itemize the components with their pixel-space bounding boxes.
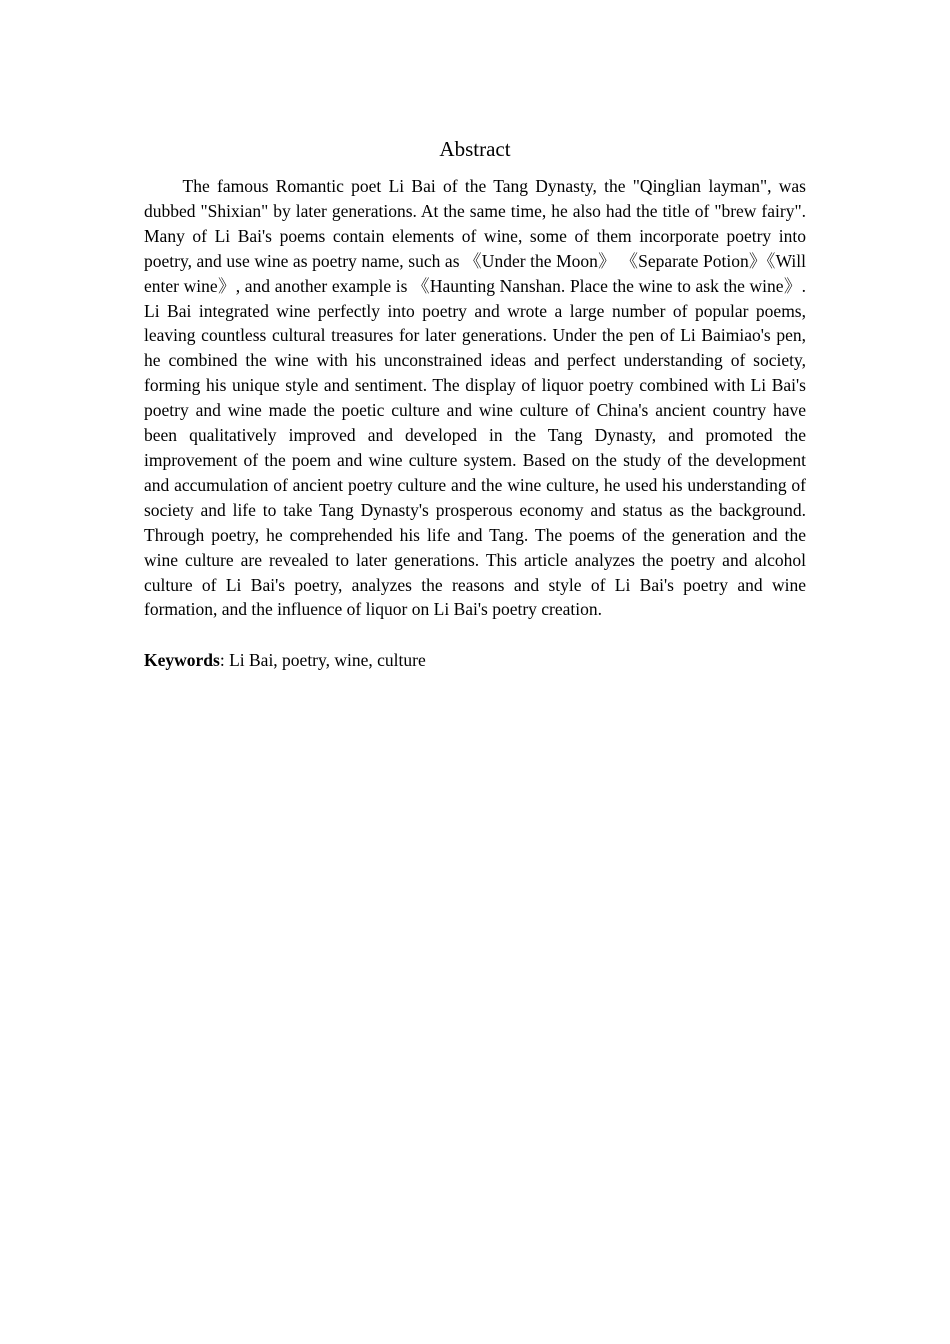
- keywords-separator: :: [219, 650, 230, 671]
- keywords-line: [144, 648, 806, 673]
- keywords-value: Li Bai, poetry, wine, culture: [229, 650, 426, 671]
- abstract-paragraph: The famous Romantic poet Li Bai of the Tang Dynasty, the "Qinglian layman", was dubbed "Shixian" by later generations. At the same time, he also had the title of "brew fairy". Many of Li Bai's poems contain elements of wine, some of them incorporate poetry into poetry, and use wine as poetry name, such as 《Under the Moon》 《Separate Potion》《Will enter wine》, and another example is 《Haunting Nanshan. Place the wine to ask the wine》. Li Bai integrated wine perfectly into poetry and wrote a large number of popular poems, leaving countless cultural treasures for later generations. Under the pen of Li Baimiao's pen, he combined the wine with his unconstrained ideas and perfect understanding of society, forming his unique style and sentiment. The display of liquor poetry combined with Li Bai's poetry and wine made the poetic culture and wine culture of China's ancient country have been qualitatively improved and developed in the Tang Dynasty, and promoted the improvement of the poem and wine culture system. Based on the study of the development and accumulation of ancient poetry culture and the wine culture, he used his understanding of society and life to take Tang Dynasty's prosperous economy and status as the background. Through poetry, he comprehended his life and Tang. The poems of the generation and the wine culture are revealed to later generations. This article analyzes the poetry and alcohol culture of Li Bai's poetry, analyzes the reasons and style of Li Bai's poetry and wine formation, and the influence of liquor on Li Bai's poetry creation.: [144, 176, 806, 620]
- abstract-title: Abstract: [439, 137, 511, 161]
- abstract-section: [144, 134, 806, 673]
- keywords-label: Keywords: [144, 650, 220, 671]
